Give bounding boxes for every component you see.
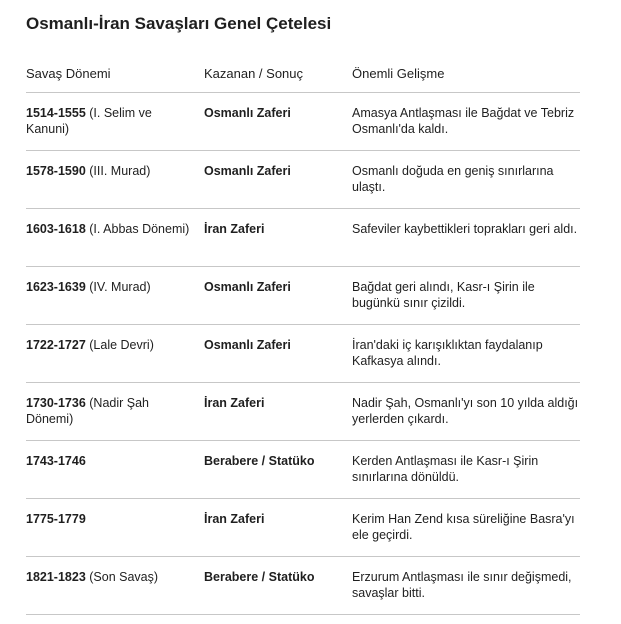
period-cell (26, 511, 204, 556)
result-cell: Berabere / Statüko (204, 454, 315, 468)
result-cell: Osmanlı Zaferi (204, 106, 291, 120)
result-cell: İran Zaferi (204, 222, 265, 236)
table-row (26, 209, 580, 267)
column-header-period: Savaş Dönemi (26, 65, 111, 81)
table-body (26, 93, 580, 615)
period-ruler: (I. Abbas Dönemi) (89, 222, 190, 236)
period-ruler: (III. Murad) (89, 164, 151, 178)
period-cell (26, 395, 204, 440)
table-row (26, 325, 580, 383)
event-cell: Kerden Antlaşması ile Kasr-ı Şirin sınırlarına dönüldü. (352, 454, 539, 484)
event-cell: Safeviler kaybettikleri toprakları geri aldı. (352, 222, 578, 236)
period-cell (26, 221, 204, 266)
event-cell: Osmanlı doğuda en geniş sınırlarına ulaştı. (352, 164, 554, 194)
event-cell: Kerim Han Zend kısa süreliğine Basra'yı ele geçirdi. (352, 512, 575, 542)
period-cell (26, 105, 204, 150)
period-years: 1578-1590 (26, 164, 86, 178)
page-title: Osmanlı-İran Savaşları Genel Çetelesi (26, 14, 332, 33)
period-cell (26, 569, 204, 614)
period-ruler: (Son Savaş) (89, 570, 159, 584)
event-cell: Nadir Şah, Osmanlı'yı son 10 yılda aldığı yerlerden çıkardı. (352, 396, 579, 426)
event-cell: Erzurum Antlaşması ile sınır değişmedi, savaşlar bitti. (352, 570, 572, 600)
result-cell: Osmanlı Zaferi (204, 338, 291, 352)
table-row (26, 267, 580, 325)
wars-table (26, 54, 580, 615)
result-cell: Berabere / Statüko (204, 570, 315, 584)
period-cell (26, 279, 204, 324)
table-row (26, 441, 580, 499)
event-cell: İran'daki iç karışıklıktan faydalanıp Kafkasya alındı. (352, 338, 543, 368)
period-years: 1514-1555 (26, 106, 86, 120)
period-cell (26, 453, 204, 498)
table-row (26, 557, 580, 615)
event-cell: Amasya Antlaşması ile Bağdat ve Tebriz Osmanlı'da kaldı. (352, 106, 575, 136)
period-years: 1603-1618 (26, 222, 86, 236)
period-years: 1743-1746 (26, 454, 86, 468)
table-row (26, 93, 580, 151)
period-years: 1821-1823 (26, 570, 86, 584)
table-row (26, 151, 580, 209)
table-row (26, 499, 580, 557)
period-cell (26, 163, 204, 208)
result-cell: Osmanlı Zaferi (204, 164, 291, 178)
table-header-row (26, 54, 580, 93)
period-years: 1730-1736 (26, 396, 86, 410)
period-ruler: (I. Selim ve Kanuni) (26, 106, 152, 136)
period-ruler: (IV. Murad) (89, 280, 151, 294)
period-years: 1775-1779 (26, 512, 86, 526)
table-row (26, 383, 580, 441)
result-cell: İran Zaferi (204, 512, 265, 526)
period-ruler: (Nadir Şah Dönemi) (26, 396, 150, 426)
period-years: 1722-1727 (26, 338, 86, 352)
period-cell (26, 337, 204, 382)
column-header-event: Önemli Gelişme (352, 65, 445, 81)
column-header-result: Kazanan / Sonuç (204, 65, 304, 81)
result-cell: İran Zaferi (204, 396, 265, 410)
event-cell: Bağdat geri alındı, Kasr-ı Şirin ile bugünkü sınır çizildi. (352, 280, 535, 310)
period-ruler: (Lale Devri) (89, 338, 154, 352)
result-cell: Osmanlı Zaferi (204, 280, 291, 294)
period-years: 1623-1639 (26, 280, 86, 294)
